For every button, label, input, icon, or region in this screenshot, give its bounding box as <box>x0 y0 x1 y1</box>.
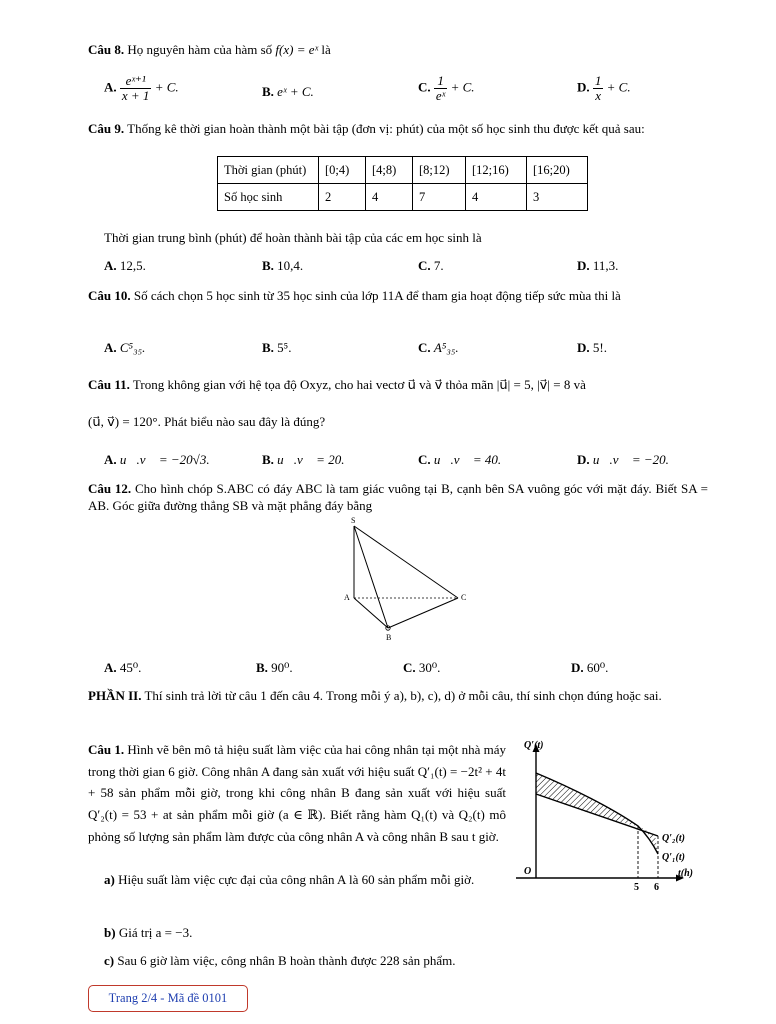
q10-stem <box>88 284 708 308</box>
option-text: eˣ + C. <box>277 84 314 99</box>
option-key: D. <box>571 660 584 675</box>
y-axis-label: Q′(t) <box>524 740 544 751</box>
q8-text: Họ nguyên hàm của hàm số <box>127 42 273 57</box>
option-text: u⃗.v⃗ = 20. <box>277 452 345 467</box>
table-cell: 7 <box>413 184 466 211</box>
q9-stem <box>88 121 708 138</box>
option-key: B. <box>262 340 274 355</box>
vertex-label-b: B <box>386 633 392 642</box>
p2q1-stem <box>88 739 506 848</box>
option-key: C. <box>418 79 431 95</box>
option-text: 10,4. <box>277 258 304 273</box>
table-header-cell: Số học sinh <box>218 184 319 211</box>
q11-label: Câu 11. <box>88 377 130 392</box>
option-key: A. <box>104 660 117 675</box>
option-key: C. <box>418 258 431 273</box>
q10-option-b[interactable] <box>262 340 291 356</box>
q8-label: Câu 8. <box>88 42 125 57</box>
vertex-label-c: C <box>461 593 467 602</box>
option-text: 45⁰. <box>119 660 142 675</box>
option-text: 60⁰. <box>586 660 609 675</box>
q12-option-b[interactable] <box>256 660 293 676</box>
option-text: 12,5. <box>119 258 146 273</box>
option-text: A⁵₃₅. <box>433 340 459 355</box>
q9-question: Thời gian trung bình (phút) để hoàn thành bài tập của các em học sinh là <box>104 230 482 245</box>
q12-label: Câu 12. <box>88 481 132 496</box>
fraction-denominator: x <box>595 88 602 103</box>
option-key: A. <box>104 79 117 95</box>
q8-option-b[interactable] <box>262 84 314 100</box>
option-key: B. <box>262 452 274 467</box>
q8-option-a[interactable] <box>104 74 179 103</box>
q11-option-c[interactable] <box>418 452 501 468</box>
option-text: u⃗.v⃗ = 40. <box>433 452 502 467</box>
table-cell: 2 <box>319 184 366 211</box>
table-cell: [0;4) <box>319 157 366 184</box>
q9-option-c[interactable] <box>418 258 444 274</box>
part2-heading: PHẦN II. <box>88 688 142 703</box>
hatched-region <box>536 773 658 854</box>
fraction-denominator: x + 1 <box>121 88 150 103</box>
part2-intro <box>88 684 708 708</box>
q8-option-d[interactable] <box>577 74 631 103</box>
fraction <box>593 74 604 103</box>
fraction-numerator: 1 <box>594 73 602 88</box>
q10-option-d[interactable] <box>577 340 607 356</box>
table-row <box>218 184 588 211</box>
q10-label: Câu 10. <box>88 288 131 303</box>
q9-frequency-table <box>217 156 588 211</box>
q12-pyramid-figure <box>330 514 480 644</box>
q10-text: Số cách chọn 5 học sinh từ 35 học sinh của lớp 11A để tham gia hoạt động tiếp sức mùa thi là <box>133 288 621 303</box>
fraction-numerator: eˣ⁺¹ <box>120 74 152 89</box>
table-cell: [16;20) <box>527 157 588 184</box>
item-key: a) <box>104 872 115 887</box>
table-cell: [12;16) <box>466 157 527 184</box>
option-key: C. <box>403 660 416 675</box>
option-key: C. <box>418 340 431 355</box>
p2q1-efficiency-graph <box>512 738 712 898</box>
option-text: 7. <box>433 258 444 273</box>
option-key: B. <box>262 84 274 99</box>
option-key: A. <box>104 258 117 273</box>
q9-label: Câu 9. <box>88 121 125 136</box>
table-header-cell: Thời gian (phút) <box>218 157 319 184</box>
q9-option-a[interactable] <box>104 258 146 274</box>
table-cell: 4 <box>466 184 527 211</box>
q2-line <box>536 794 658 836</box>
fraction-denominator: eˣ <box>435 88 446 103</box>
fraction-numerator: 1 <box>434 74 447 89</box>
tick-label-5: 5 <box>634 882 639 893</box>
q11-option-b[interactable] <box>262 452 344 468</box>
option-key: D. <box>577 258 590 273</box>
q11-line2: (u⃗, v⃗) = 120°. Phát biểu nào sau đây là đúng? <box>88 414 326 429</box>
table-row <box>218 157 588 184</box>
q1-curve-label: Q′₁(t) <box>662 852 685 863</box>
p2q1-item-c <box>104 953 456 969</box>
option-rest: + C. <box>606 79 631 95</box>
q10-option-a[interactable] <box>104 340 145 356</box>
q8-option-c[interactable] <box>418 74 475 103</box>
option-text: u⃗.v⃗ = −20√3. <box>119 452 210 467</box>
table-cell: [4;8) <box>366 157 413 184</box>
q11-text: Trong không gian với hệ tọa độ Oxyz, cho hai vectơ u⃗ và v⃗ thỏa mãn |u⃗| = 5, |v⃗| = 8 và <box>132 377 586 392</box>
option-key: A. <box>104 340 117 355</box>
part2-text: Thí sinh trả lời từ câu 1 đến câu 4. Trong mỗi ý a), b), c), d) ở mỗi câu, thí sinh chọn đúng hoặc sai. <box>144 688 662 703</box>
q12-stem <box>88 481 708 515</box>
edge-sc <box>354 526 458 598</box>
q11-line1 <box>88 377 586 393</box>
option-key: B. <box>262 258 274 273</box>
table-cell: 3 <box>527 184 588 211</box>
p2q1-label: Câu 1. <box>88 742 125 757</box>
p2q1-item-a <box>88 869 506 892</box>
q10-option-c[interactable] <box>418 340 459 356</box>
option-text: u⃗.v⃗ = −20. <box>592 452 669 467</box>
edge-bc <box>388 598 458 628</box>
option-key: A. <box>104 452 117 467</box>
q9-text: Thống kê thời gian hoàn thành một bài tập (đơn vị: phút) của một số học sinh thu được kết quả sau: <box>127 121 645 136</box>
table-cell: 4 <box>366 184 413 211</box>
fraction <box>120 74 152 103</box>
q2-curve-label: Q′₂(t) <box>662 833 685 844</box>
q8-stem <box>88 42 331 58</box>
item-text: Hiệu suất làm việc cực đại của công nhân A là 60 sản phẩm mỗi giờ. <box>118 872 475 887</box>
q12-option-c[interactable] <box>403 660 440 676</box>
q8-func: f(x) = eˣ <box>275 42 319 57</box>
option-text: 5!. <box>592 340 607 355</box>
origin-label: O <box>524 866 532 877</box>
option-rest: + C. <box>154 79 179 95</box>
option-text: 90⁰. <box>271 660 293 675</box>
item-key: b) <box>104 925 116 940</box>
vertex-label-a: A <box>344 593 350 602</box>
q9-option-d[interactable] <box>577 258 618 274</box>
page-footer: Trang 2/4 - Mã đề 0101 <box>88 985 248 1012</box>
option-text: 30⁰. <box>418 660 441 675</box>
option-key: D. <box>577 340 590 355</box>
q12-option-a[interactable] <box>104 660 141 676</box>
p2q1-item-b <box>104 925 192 941</box>
table-cell: [8;12) <box>413 157 466 184</box>
item-text: Giá trị a = −3. <box>118 925 193 940</box>
q11-option-a[interactable] <box>104 452 210 468</box>
q8-tail: là <box>321 42 331 57</box>
x-axis-label: t(h) <box>678 868 693 879</box>
q11-option-d[interactable] <box>577 452 669 468</box>
tick-label-6: 6 <box>654 882 659 893</box>
option-text: C⁵₃₅. <box>119 340 146 355</box>
option-rest: + C. <box>450 79 475 95</box>
option-key: D. <box>577 452 590 467</box>
item-text: Sau 6 giờ làm việc, công nhân B hoàn thành được 228 sản phẩm. <box>117 953 456 968</box>
option-key: B. <box>256 660 268 675</box>
option-key: C. <box>418 452 431 467</box>
q12-option-d[interactable] <box>571 660 608 676</box>
option-text: 11,3. <box>592 258 619 273</box>
fraction <box>434 74 447 103</box>
option-key: D. <box>577 79 590 95</box>
item-key: c) <box>104 953 115 968</box>
option-text: 5⁵. <box>277 340 292 355</box>
vertex-label-s: S <box>351 516 356 525</box>
p2q1-text: Hình vẽ bên mô tả hiệu suất làm việc của hai công nhân tại một nhà máy trong thời gian 6 giờ. Công nhân A đang sản xuất với hiệu suất Q′₁(t) = −2t² + 4t + 58 sản phẩm mỗi giờ, trong khi công nhân B đang sản xuất với hiệu suất Q′₂(t) = 53 + at sản phẩm mỗi giờ (a ∈ ℝ). Biết rằng hàm Q₁(t) và Q₂(t) mô phỏng số lượng sản phẩm làm được của công nhân A và công nhân B sau t giờ. <box>88 742 506 844</box>
q9-option-b[interactable] <box>262 258 303 274</box>
q12-text: Cho hình chóp S.ABC có đáy ABC là tam giác vuông tại B, cạnh bên SA vuông góc với mặt đáy. Biết SA = AB. Góc giữa đường thẳng SB và mặt phẳng đáy bằng <box>88 481 709 513</box>
